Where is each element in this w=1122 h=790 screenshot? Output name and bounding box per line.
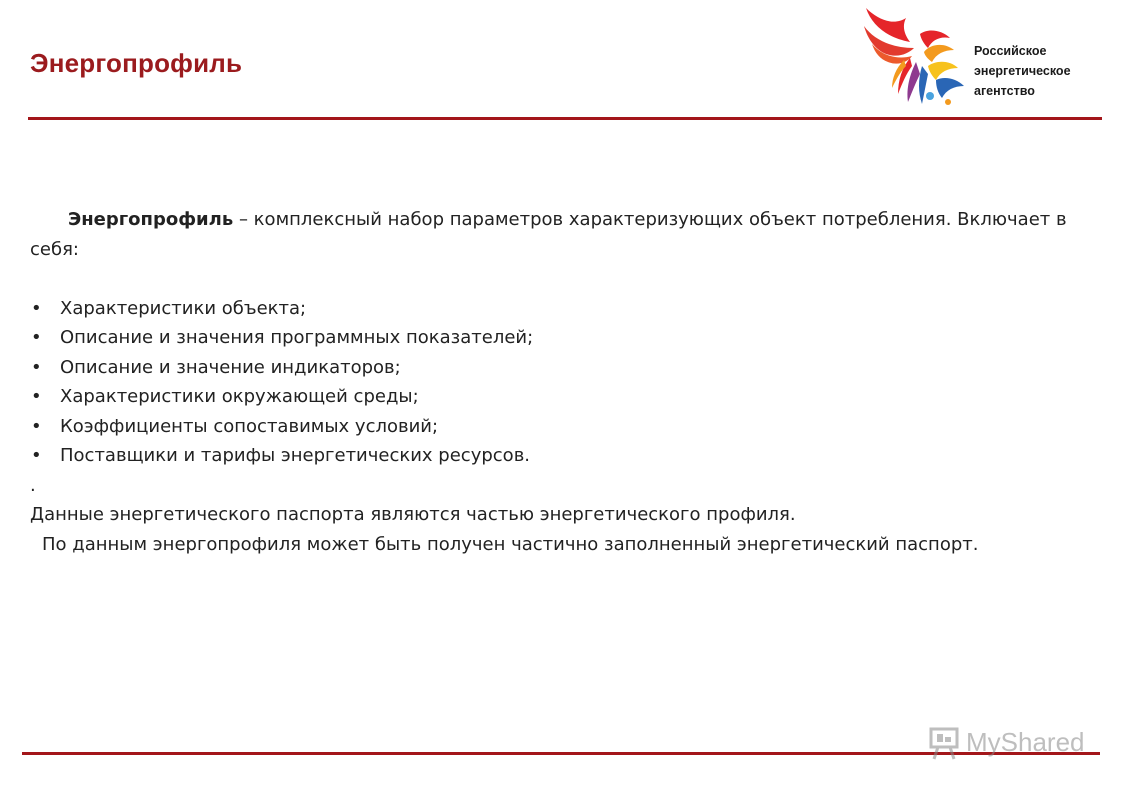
org-name-line-2: энергетическое (974, 64, 1071, 78)
intro-paragraph (30, 205, 1090, 264)
component-list (30, 294, 1090, 471)
separator-dot: . (30, 474, 36, 496)
list-item (30, 441, 1090, 471)
bullet-icon: • (31, 386, 42, 407)
watermark (928, 725, 1088, 765)
header-divider (28, 117, 1102, 120)
list-item (30, 382, 1090, 412)
bullet-icon: • (31, 297, 42, 319)
passport-note-2: По данным энергопрофиля может быть получен частично заполненный энергетический паспорт. (42, 533, 979, 555)
organization-name (974, 41, 1071, 101)
bullet-icon: • (31, 327, 42, 348)
watermark-text: MyShared (966, 727, 1085, 757)
bullet-icon: • (31, 356, 42, 378)
org-name-line-3: агентство (974, 84, 1035, 98)
list-item-text: Описание и значения программных показателей; (60, 327, 534, 348)
list-item-text: Характеристики объекта; (60, 297, 307, 319)
page-title: Энергопрофиль (30, 48, 243, 78)
list-item (30, 294, 1090, 324)
spacer (30, 264, 1090, 294)
intro-definition: – комплексный набор параметров характеризующих объект потребления. Включает в себя: (30, 209, 1067, 260)
bullet-icon: • (31, 445, 42, 466)
list-item-text: Характеристики окружающей среды; (60, 386, 419, 407)
bullet-icon: • (31, 415, 42, 437)
list-item (30, 353, 1090, 383)
list-item-text: Поставщики и тарифы энергетических ресурсов. (60, 445, 531, 466)
list-item (30, 412, 1090, 442)
list-item-text: Описание и значение индикаторов; (60, 356, 401, 378)
intro-term: Энергопрофиль (68, 209, 234, 230)
slide-body (30, 205, 1090, 559)
energy-agency-logo-icon (858, 4, 978, 108)
list-item (30, 323, 1090, 353)
presentation-board-icon (928, 725, 962, 761)
list-item-text: Коэффициенты сопоставимых условий; (60, 415, 439, 437)
passport-note: Данные энергетического паспорта являются частью энергетического профиля. (30, 504, 796, 525)
org-name-line-1: Российское (974, 44, 1047, 58)
